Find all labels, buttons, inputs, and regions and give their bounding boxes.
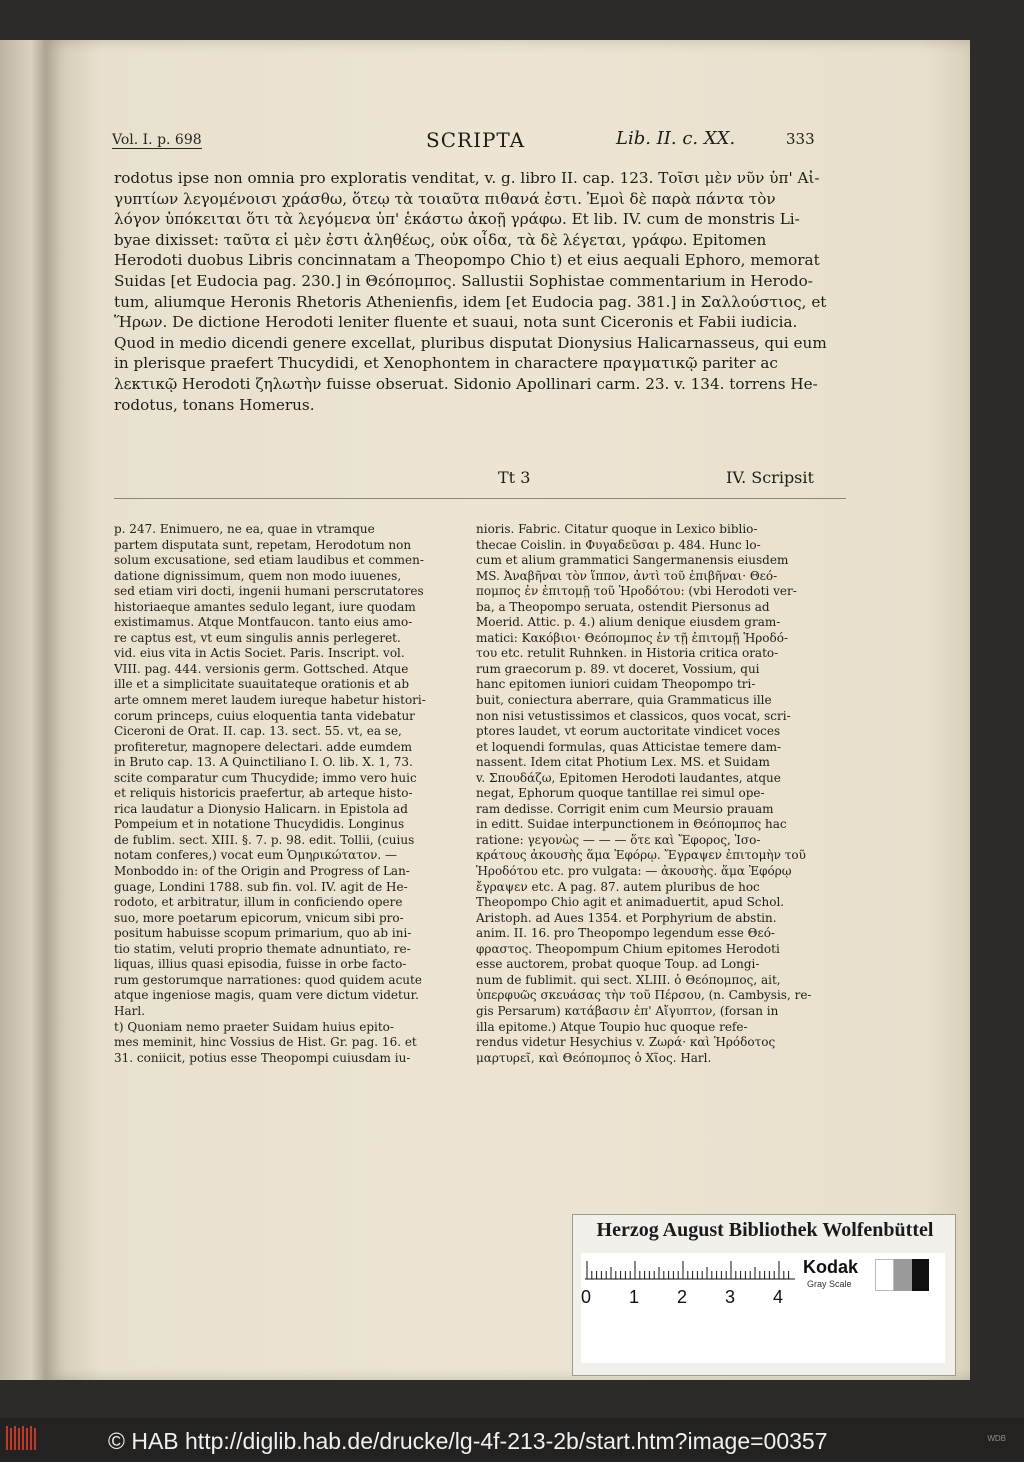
footnote-line: existimamus. Atque Montfaucon. tanto eius amo- (114, 615, 413, 630)
footnote-line: notam conferes,) vocat eum Ὁμηρικώτατον. — (114, 848, 398, 863)
footnote-line: Ciceroni de Orat. II. cap. 13. sect. 55. vt, ea se, (114, 724, 402, 739)
footnote-line: κράτους ἀκουσὴς ἅμα Ἐφόρῳ. Ἔγραψεν ἐπιτομὴν τοῦ (476, 848, 806, 863)
footnote-line: ram dedisse. Corrigit enim cum Meursio prauam (476, 801, 774, 816)
footnote-line: matici: Κακόβιοι· Θεόπομπος ἐν τῇ ἐπιτομῇ Ἡροδό- (476, 630, 789, 645)
footnote-line: rica laudatur a Dionysio Halicarn. in Epistola ad (114, 801, 408, 816)
viewer-footer (0, 1418, 1024, 1462)
page-number: 333 (786, 130, 815, 148)
footnote-line: corum princeps, cuius eloquentia tanta videbatur (114, 708, 415, 723)
volume-reference: Vol. I. p. 698 (112, 132, 202, 148)
footnote-divider (114, 498, 846, 499)
footnote-line: buit, coniectura aberrare, quia Grammaticus ille (476, 693, 772, 708)
footnote-line: et reliquis historicis praefertur, ab arteque histo- (114, 786, 413, 801)
footnote-line: illa epitome.) Atque Toupio huc quoque refe- (476, 1019, 748, 1034)
footnote-line: Aristoph. ad Aues 1354. et Porphyrium de abstin. (476, 910, 777, 925)
main-text-line: rodotus ipse non omnia pro exploratis venditat, v. g. libro II. cap. 123. Τοῖσι μὲν νῦν ὑπ' Αἰ- (114, 169, 820, 187)
gray-patch-mid (894, 1259, 911, 1291)
catchword: IV. Scripsit (726, 468, 814, 487)
footnote-column-left (114, 522, 472, 1066)
kodak-logo: Kodak (803, 1257, 859, 1277)
library-name: Herzog August Bibliothek Wolfenbüttel (596, 1219, 934, 1241)
footnote-line: in Bruto cap. 13. A Quinctiliano I. O. lib. X. 1, 73. (114, 755, 413, 770)
footnote-line: partem disputata sunt, repetam, Herodotum non (114, 537, 412, 552)
footnote-line: Ἡροδότου etc. pro vulgata: — ἀκουσὴς. ἅμα Ἐφόρῳ (476, 864, 792, 879)
ruler-number: 4 (773, 1287, 784, 1307)
footnote-line: ratione: γεγονὼς — — — ὅτε καὶ Ἔφορος, Ἰσο- (476, 832, 761, 847)
footnote-line: rum graecorum p. 89. vt doceret, Vossium, qui (476, 661, 760, 676)
footnote-line: vid. eius vita in Actis Societ. Paris. Inscript. vol. (114, 646, 405, 661)
main-text-line: Suidas [et Eudocia pag. 230.] in Θεόπομπος. Sallustii Sophistae commentarium in Herodo- (114, 271, 813, 290)
footnote-line: de fublim. sect. XIII. §. 7. p. 98. edit. Tollii, (cuius (114, 832, 415, 847)
footnote-line: re captus est, vt eum singulis annis perlegeret. (114, 630, 401, 645)
ruler-number: 1 (629, 1287, 640, 1307)
footnote-line: atque ingeniose magis, quam vere dictum videtur. (114, 988, 419, 1003)
footnote-line: arte omnem meret laudem iureque habetur histori- (114, 693, 426, 708)
footnote-line: cum et alium grammatici Sangermanensis eiusdem (476, 553, 789, 568)
footnote-line: historiaeque amantes sedulo legant, iure quodam (114, 599, 416, 614)
footnote-line: Moerid. Attic. p. 4.) alium denique eiusdem gram- (476, 615, 781, 630)
gray-patch-black (912, 1259, 929, 1291)
footnote-line: rodoto, et arbitratur, illum in conficiendo opere (114, 895, 403, 910)
footnote-line: rum gestorumque narrationes: quod quidem acute (114, 972, 422, 987)
footnote-line: ὑπερφυῶς σκευάσας τὴν τοῦ Πέρσου, (n. Cambysis, re- (476, 988, 812, 1003)
footnote-line: ille et a simplicitate suauitateque orationis et ab (114, 677, 410, 692)
main-text-block (114, 168, 846, 415)
footnote-line: in editt. Suidae interpunctionem in Θεόπομπος hac (476, 817, 787, 832)
footnote-line: scite comparatur cum Thucydide; immo vero huic (114, 770, 417, 785)
main-text-line: Herodoti duobus Libris concinnatam a Theopompo Chio t) et eius aequali Ephoro, memorat (114, 251, 820, 270)
ruler-number: 0 (581, 1287, 592, 1307)
book-reference: Lib. II. c. XX. (616, 128, 736, 149)
main-text-line: byae dixisset: ταῦτα εἰ μὲν ἐστι ἀληθέως, οὐκ οἶδα, τὰ δὲ λέγεται, γράφω. Epitomen (114, 230, 767, 249)
footnote-line: profiteretur, magnopere delectari. adde eumdem (114, 739, 413, 754)
footnote-line: Harl. (114, 1003, 146, 1018)
book-edge (0, 40, 52, 1380)
gray-scale-patches (875, 1259, 929, 1291)
footnote-line: datione dignissimum, quem non modo iuuenes, (114, 568, 402, 583)
signature-row (46, 468, 970, 490)
footnote-line: MS. Ἀναβῆναι τὸν ἵππον, ἀντὶ τοῦ ἐπιβῆναι· Θεό- (476, 568, 778, 583)
footnote-line: ba, a Theopompo seruata, ostendit Piersonus ad (476, 599, 770, 614)
footnote-line: sed etiam viri docti, ingenii humani perscrutatores (114, 584, 424, 599)
footnote-line: rendus videtur Hesychius v. Ζωρά· καὶ Ἡρόδοτος (476, 1035, 776, 1050)
ruler-numbers (581, 1287, 801, 1311)
footnote-line: μαρτυρεῖ, καὶ Θεόπομπος ὁ Χῖος. Harl. (476, 1050, 712, 1065)
footnote-line: mes meminit, hinc Vossius de Hist. Gr. pag. 16. et (114, 1035, 417, 1050)
main-text-line: Quod in medio dicendi genere excellat, pluribus disputat Dionysius Halicarnasseus, qui eum (114, 333, 827, 352)
footnote-line: liquas, illius quasi episodia, fuisse in orbe facto- (114, 957, 407, 972)
footnote-line: VIII. pag. 444. versionis germ. Gottsched. Atque (114, 661, 409, 676)
ruler-ticks (585, 1259, 795, 1281)
footnote-line: Monboddo in: of the Origin and Progress of Lan- (114, 864, 410, 879)
footnote-line: suo, more poetarum epicorum, vnicum sibi pro- (114, 910, 404, 925)
footnote-line: v. Σπουδάζω, Epitomen Herodoti laudantes, atque (476, 770, 781, 785)
footnote-line: ptores laudet, vt eorum auctoritate vindicet voces (476, 724, 781, 739)
footnote-line: positum habuisse scopum primarium, quo ab ini- (114, 926, 412, 941)
ruler-number: 3 (725, 1287, 736, 1307)
footer-mark: WDB (987, 1434, 1006, 1443)
footnote-line: ἔγραψεν etc. A pag. 87. autem pluribus de hoc (476, 879, 760, 894)
scanned-page (46, 40, 970, 1380)
source-url[interactable]: © HAB http://diglib.hab.de/drucke/lg-4f-213-2b/start.htm?image=00357 (108, 1428, 828, 1454)
running-header (46, 128, 970, 158)
footnote-line: Theopompo Chio agit et animaduertit, apud Schol. (476, 895, 785, 910)
footnote-line: anim. II. 16. pro Theopompo legendum esse Θεό- (476, 926, 775, 941)
footnote-line: non nisi vetustissimos et classicos, quos vocat, scri- (476, 708, 791, 723)
footnote-line: nassent. Idem citat Photium Lex. MS. et Suidam (476, 755, 770, 770)
footnote-line: πομπος ἐν ἐπιτομῇ τοῦ Ἡροδότου: (vbi Herodoti ver- (476, 584, 797, 599)
ruler-number: 2 (677, 1287, 688, 1307)
footnote-line: p. 247. Enimuero, ne ea, quae in vtramque (114, 522, 375, 536)
footnote-line: guage, Londini 1788. sub fin. vol. IV. agit de He- (114, 879, 408, 894)
footnote-line: nioris. Fabric. Citatur quoque in Lexico biblio- (476, 522, 758, 536)
scale-panel (581, 1253, 945, 1363)
main-text-line: λόγον ὑπόκειται ὅτι τὰ λεγόμενα ὑπ' ἑκάστω ἀκοῇ γράφω. Et lib. IV. cum de monstris Li- (114, 210, 800, 229)
running-title: SCRIPTA (426, 128, 526, 152)
gray-patch-white (875, 1259, 894, 1291)
footnote-column-right (476, 522, 842, 1066)
main-text-line: in plerisque praefert Thucydidi, et Xenophontem in charactere πραγματικῷ pariter ac (114, 354, 778, 373)
footnote-line: 31. coniicit, potius esse Theopompi cuiusdam iu- (114, 1050, 411, 1065)
footnote-line: gis Persarum) κατάβασιν ἐπ' Αἴγυπτον, (forsan in (476, 1003, 779, 1018)
footnote-line: solum excusatione, sed etiam laudibus et commen- (114, 553, 424, 568)
main-text-line: γυπτίων λεγομένοισι χράσθω, ὅτεῳ τὰ τοιαῦτα πιθανά ἐστι. Ἐμοὶ δὲ παρὰ πάντα τὸν (114, 189, 776, 208)
footnote-line: φραστος. Theopompum Chium epitomes Herodoti (476, 941, 780, 956)
footnote-line: Pompeium et in notatione Thucydidis. Longinus (114, 817, 405, 832)
main-text-line: Ἥρων. De dictione Herodoti leniter fluente et suaui, nota sunt Ciceronis et Fabii iudicia. (114, 313, 798, 332)
footnote-line: t) Quoniam nemo praeter Suidam huius epito- (114, 1019, 394, 1034)
footnote-line: esse auctorem, probat quoque Toup. ad Longi- (476, 957, 760, 972)
footnote-line: του etc. retulit Ruhnken. in Historia critica orato- (476, 646, 779, 661)
main-text-line: tum, aliumque Heronis Rhetoris Athenienfis, idem [et Eudocia pag. 381.] in Σαλλούστιος, et (114, 292, 827, 311)
footnote-line: et loquendi formulas, quas Atticistae temere dam- (476, 739, 782, 754)
signature-mark: Tt 3 (498, 468, 531, 487)
footnote-line: num de fublimit. qui sect. XLIII. ὁ Θεόπομπος, ait, (476, 972, 781, 987)
footnote-line: thecae Coislin. in Φυγαδεῦσαι p. 484. Hunc lo- (476, 537, 761, 552)
library-color-card (572, 1214, 956, 1376)
footnote-line: tio statim, veluti proprio themate adnuntiato, re- (114, 941, 411, 956)
main-text-line: rodotus, tonans Homerus. (114, 395, 315, 414)
grayscale-label: Gray Scale (807, 1279, 852, 1289)
hab-logo-icon (6, 1424, 40, 1452)
main-text-line: λεκτικῷ Herodoti ζηλωτὴν fuisse obseruat. Sidonio Apollinari carm. 23. v. 134. torrens He- (114, 374, 818, 393)
footnote-line: hanc epitomen iuniori cuidam Theopompo tri- (476, 677, 756, 692)
footnote-line: negat, Ephorum quoque tantillae rei simul ope- (476, 786, 765, 801)
